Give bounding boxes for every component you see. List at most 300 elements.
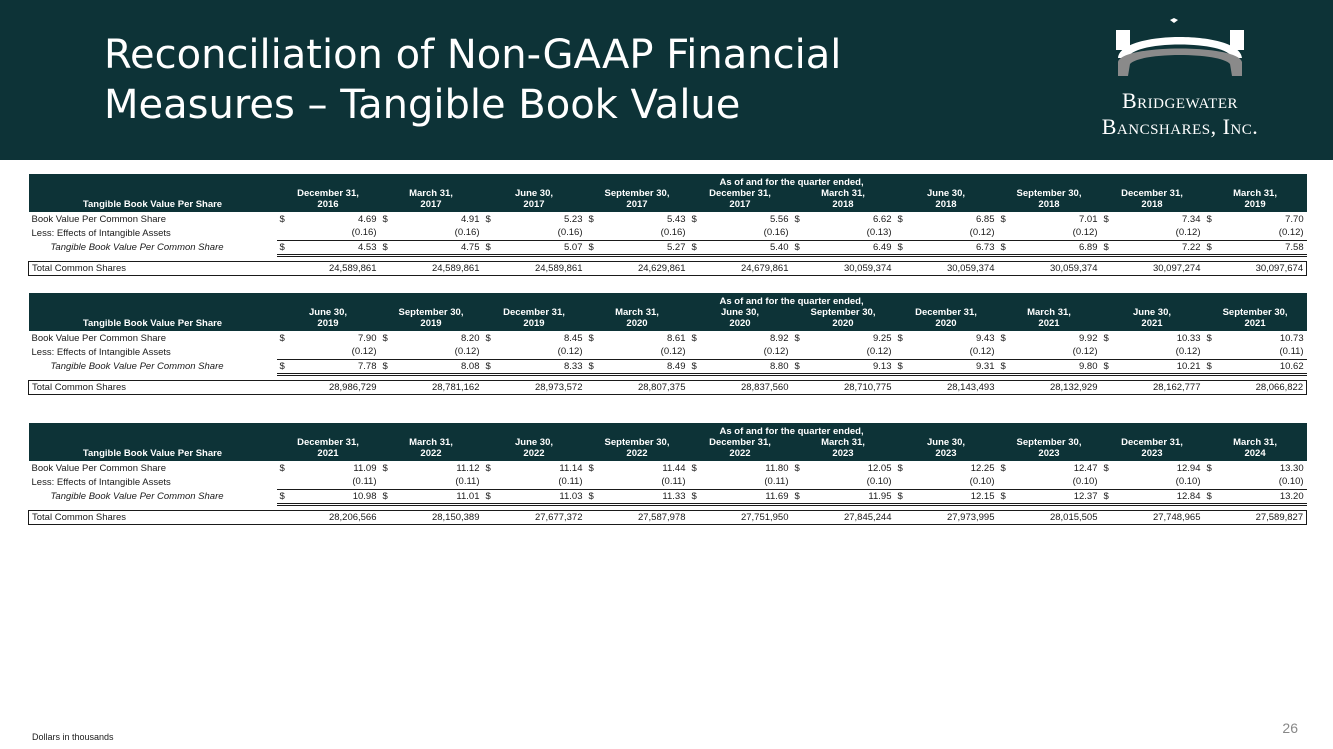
currency-symbol: $ (689, 240, 709, 255)
value-cell: (0.12) (915, 345, 998, 359)
value-cell: 11.09 (353, 462, 377, 474)
period-year: 2019 (317, 318, 339, 329)
value-cell: 5.43 (667, 213, 686, 225)
value-cell: (0.12) (503, 345, 586, 359)
period-month: December 31, (709, 188, 771, 199)
logo-line-1: Bridgewater (1122, 88, 1238, 113)
period-header (483, 437, 586, 461)
period-year: 2018 (832, 199, 854, 210)
currency-symbol: $ (1000, 213, 1006, 225)
value-cell: 6.73 (915, 240, 998, 255)
currency-symbol: $ (691, 213, 697, 225)
currency-symbol: $ (586, 359, 606, 374)
period-month: December 31, (1121, 437, 1183, 448)
currency-symbol (586, 226, 606, 240)
currency-symbol: $ (483, 240, 503, 255)
currency-symbol: $ (277, 489, 297, 504)
shares-cell: 27,589,827 (1204, 510, 1307, 524)
currency-symbol: $ (895, 489, 915, 504)
value-cell: (0.12) (1018, 226, 1101, 240)
currency-symbol: $ (380, 489, 400, 504)
label-header: Tangible Book Value Per Share (29, 307, 277, 331)
currency-symbol: $ (1103, 332, 1109, 344)
value-cell: 8.92 (770, 332, 789, 344)
shares-cell: 28,143,493 (895, 380, 998, 394)
period-header (689, 188, 792, 212)
period-header (380, 188, 483, 212)
row-label: Less: Effects of Intangible Assets (31, 346, 171, 358)
value-cell: 12.05 (867, 462, 892, 474)
label-header: Tangible Book Value Per Share (29, 188, 277, 212)
currency-symbol (1204, 226, 1224, 240)
value-cell: 5.40 (709, 240, 792, 255)
value-cell: (0.12) (400, 345, 483, 359)
period-month: September 30, (1016, 188, 1082, 199)
tbv-table (28, 174, 1307, 276)
slide-title (104, 30, 1004, 130)
shares-cell: 28,015,505 (998, 510, 1101, 524)
period-year: 2020 (832, 318, 854, 329)
period-header (380, 437, 483, 461)
value-cell: (0.11) (400, 475, 483, 489)
shares-cell: 28,807,375 (586, 380, 689, 394)
shares-cell: 28,066,822 (1204, 380, 1307, 394)
shares-cell: 24,589,861 (277, 261, 380, 275)
period-header (1101, 437, 1204, 461)
group-header: As of and for the quarter ended, (277, 174, 1307, 188)
value-cell: (0.12) (1121, 345, 1204, 359)
value-cell: (0.10) (1224, 475, 1307, 489)
value-cell: (0.12) (606, 345, 689, 359)
currency-symbol: $ (1206, 462, 1212, 474)
period-header (277, 307, 380, 331)
value-cell: (0.12) (915, 226, 998, 240)
value-cell: (0.12) (1018, 345, 1101, 359)
value-cell: (0.12) (1224, 226, 1307, 240)
currency-symbol: $ (895, 240, 915, 255)
currency-symbol: $ (277, 240, 297, 255)
currency-symbol: $ (1206, 213, 1212, 225)
currency-symbol (895, 226, 915, 240)
period-year: 2018 (1038, 199, 1060, 210)
period-year: 2023 (1038, 448, 1060, 459)
value-cell: (0.10) (1018, 475, 1101, 489)
currency-symbol: $ (1204, 359, 1224, 374)
shares-cell: 27,845,244 (792, 510, 895, 524)
period-year: 2021 (317, 448, 339, 459)
period-year: 2018 (1141, 199, 1163, 210)
tangible-book-value-row (29, 489, 1307, 504)
currency-symbol: $ (998, 489, 1018, 504)
intangible-assets-row (29, 475, 1307, 489)
footnote: Dollars in thousands (32, 732, 114, 742)
currency-symbol (1204, 345, 1224, 359)
currency-symbol: $ (279, 462, 285, 474)
currency-symbol (998, 345, 1018, 359)
row-label: Book Value Per Common Share (31, 462, 166, 474)
value-cell: 5.23 (564, 213, 583, 225)
shares-cell: 28,132,929 (998, 380, 1101, 394)
period-year: 2024 (1244, 448, 1266, 459)
value-cell: 9.13 (812, 359, 895, 374)
shares-cell: 27,748,965 (1101, 510, 1204, 524)
currency-symbol: $ (998, 359, 1018, 374)
currency-symbol: $ (586, 489, 606, 504)
tangible-book-value-row (29, 359, 1307, 374)
period-header (895, 307, 998, 331)
period-month: June 30, (1132, 307, 1172, 318)
period-header (1101, 188, 1204, 212)
currency-symbol (998, 475, 1018, 489)
shares-cell: 30,059,374 (792, 261, 895, 275)
currency-symbol: $ (1103, 462, 1109, 474)
currency-symbol: $ (897, 213, 903, 225)
value-cell: 8.61 (667, 332, 686, 344)
period-year: 2021 (1141, 318, 1163, 329)
period-year: 2023 (1141, 448, 1163, 459)
currency-symbol: $ (382, 213, 388, 225)
total-common-shares-row (29, 510, 1307, 524)
value-cell: 12.37 (1018, 489, 1101, 504)
value-cell: (0.11) (709, 475, 792, 489)
period-header (792, 188, 895, 212)
value-cell: 7.22 (1121, 240, 1204, 255)
period-year: 2019 (1244, 199, 1266, 210)
period-year: 2022 (626, 448, 648, 459)
logo-line-2: Bancshares, Inc. (1101, 114, 1259, 139)
currency-symbol: $ (1204, 489, 1224, 504)
currency-symbol: $ (792, 359, 812, 374)
period-year: 2023 (832, 448, 854, 459)
value-cell: 13.20 (1224, 489, 1307, 504)
period-header (998, 188, 1101, 212)
period-month: June 30, (308, 307, 348, 318)
shares-cell: 28,206,566 (277, 510, 380, 524)
period-year: 2017 (420, 199, 442, 210)
value-cell: 7.34 (1182, 213, 1201, 225)
shares-cell: 27,587,978 (586, 510, 689, 524)
value-cell: 11.44 (662, 462, 686, 474)
bridgewater-arch-icon (1110, 18, 1250, 82)
period-year: 2022 (523, 448, 545, 459)
currency-symbol: $ (1000, 332, 1006, 344)
currency-symbol (483, 475, 503, 489)
currency-symbol: $ (380, 240, 400, 255)
period-header (1204, 188, 1307, 212)
value-cell: 11.14 (559, 462, 583, 474)
total-common-shares-row (29, 380, 1307, 394)
period-header (998, 307, 1101, 331)
book-value-row (29, 212, 1307, 226)
shares-cell: 30,097,674 (1204, 261, 1307, 275)
value-cell: 6.62 (873, 213, 892, 225)
row-label: Tangible Book Value Per Common Share (50, 242, 224, 253)
period-year: 2020 (935, 318, 957, 329)
period-header (586, 307, 689, 331)
currency-symbol (998, 226, 1018, 240)
value-cell: 5.27 (606, 240, 689, 255)
shares-cell: 27,751,950 (689, 510, 792, 524)
value-cell: 11.03 (503, 489, 586, 504)
value-cell: (0.12) (812, 345, 895, 359)
value-cell: (0.12) (1121, 226, 1204, 240)
currency-symbol: $ (895, 359, 915, 374)
currency-symbol (380, 345, 400, 359)
period-header (380, 307, 483, 331)
value-cell: 10.21 (1121, 359, 1204, 374)
tbv-table (28, 293, 1307, 395)
intangible-assets-row (29, 226, 1307, 240)
currency-symbol (689, 475, 709, 489)
row-label: Total Common Shares (29, 380, 277, 394)
value-cell: 10.73 (1279, 332, 1304, 344)
value-cell: 9.80 (1018, 359, 1101, 374)
period-header (1204, 307, 1307, 331)
currency-symbol: $ (485, 462, 491, 474)
value-cell: (0.11) (503, 475, 586, 489)
currency-symbol: $ (691, 462, 697, 474)
value-cell: 7.01 (1079, 213, 1098, 225)
logo-wordmark (1070, 88, 1290, 140)
period-month: September 30, (1222, 307, 1288, 318)
currency-symbol: $ (1101, 359, 1121, 374)
period-month: March 31, (615, 307, 659, 318)
row-label: Tangible Book Value Per Common Share (50, 491, 224, 502)
shares-cell: 27,973,995 (895, 510, 998, 524)
value-cell: 4.75 (400, 240, 483, 255)
value-cell: 7.70 (1285, 213, 1304, 225)
intangible-assets-row (29, 345, 1307, 359)
period-year: 2017 (729, 199, 751, 210)
period-month: September 30, (810, 307, 876, 318)
currency-symbol: $ (794, 213, 800, 225)
value-cell: (0.10) (1121, 475, 1204, 489)
currency-symbol: $ (382, 462, 388, 474)
period-year: 2019 (420, 318, 442, 329)
period-month: March 31, (1233, 188, 1277, 199)
period-month: June 30, (926, 437, 966, 448)
period-header (895, 188, 998, 212)
shares-cell: 30,097,274 (1101, 261, 1204, 275)
period-header (277, 437, 380, 461)
currency-symbol: $ (794, 462, 800, 474)
currency-symbol: $ (794, 332, 800, 344)
currency-symbol (792, 475, 812, 489)
currency-symbol (380, 226, 400, 240)
currency-symbol: $ (1204, 240, 1224, 255)
period-header (792, 307, 895, 331)
shares-cell: 30,059,374 (895, 261, 998, 275)
value-cell: 8.49 (606, 359, 689, 374)
currency-symbol (1101, 475, 1121, 489)
shares-cell: 24,679,861 (689, 261, 792, 275)
period-year: 2022 (420, 448, 442, 459)
period-year: 2021 (1038, 318, 1060, 329)
currency-symbol: $ (588, 213, 594, 225)
period-year: 2017 (626, 199, 648, 210)
value-cell: (0.16) (606, 226, 689, 240)
currency-symbol (689, 345, 709, 359)
period-month: March 31, (821, 188, 865, 199)
currency-symbol: $ (485, 332, 491, 344)
tangible-book-value-row (29, 240, 1307, 255)
value-cell: 10.33 (1176, 332, 1201, 344)
value-cell: 10.62 (1224, 359, 1307, 374)
currency-symbol (792, 226, 812, 240)
value-cell: (0.12) (709, 345, 792, 359)
period-month: December 31, (709, 437, 771, 448)
period-month: September 30, (1016, 437, 1082, 448)
shares-cell: 28,986,729 (277, 380, 380, 394)
value-cell: 12.94 (1176, 462, 1201, 474)
currency-symbol: $ (588, 462, 594, 474)
period-month: June 30, (926, 188, 966, 199)
value-cell: 6.49 (812, 240, 895, 255)
period-month: September 30, (604, 437, 670, 448)
shares-cell: 30,059,374 (998, 261, 1101, 275)
value-cell: 6.85 (976, 213, 995, 225)
value-cell: 11.80 (765, 462, 789, 474)
period-month: June 30, (514, 437, 554, 448)
value-cell: 6.89 (1018, 240, 1101, 255)
period-header (483, 188, 586, 212)
currency-symbol: $ (689, 489, 709, 504)
currency-symbol: $ (279, 332, 285, 344)
slide-header (0, 0, 1333, 160)
title-line-1: Reconciliation of Non-GAAP Financial (104, 32, 842, 78)
value-cell: 4.69 (358, 213, 377, 225)
value-cell: 8.08 (400, 359, 483, 374)
period-year: 2021 (1244, 318, 1266, 329)
period-header (586, 437, 689, 461)
currency-symbol: $ (1206, 332, 1212, 344)
currency-symbol: $ (279, 213, 285, 225)
period-month: June 30, (514, 188, 554, 199)
shares-cell: 28,710,775 (792, 380, 895, 394)
value-cell: (0.10) (915, 475, 998, 489)
tbv-table (28, 423, 1307, 525)
period-header (689, 307, 792, 331)
row-label: Tangible Book Value Per Common Share (50, 361, 224, 372)
currency-symbol: $ (792, 489, 812, 504)
period-month: December 31, (503, 307, 565, 318)
title-line-2: Measures – Tangible Book Value (104, 82, 741, 128)
currency-symbol: $ (1101, 489, 1121, 504)
currency-symbol: $ (691, 332, 697, 344)
period-month: September 30, (604, 188, 670, 199)
currency-symbol (1101, 345, 1121, 359)
value-cell: (0.16) (503, 226, 586, 240)
period-header (1204, 437, 1307, 461)
currency-symbol: $ (382, 332, 388, 344)
currency-symbol (380, 475, 400, 489)
currency-symbol: $ (689, 359, 709, 374)
period-year: 2016 (317, 199, 339, 210)
currency-symbol: $ (588, 332, 594, 344)
book-value-row (29, 461, 1307, 475)
period-year: 2019 (523, 318, 545, 329)
row-label: Book Value Per Common Share (31, 332, 166, 344)
currency-symbol: $ (485, 213, 491, 225)
label-header: Tangible Book Value Per Share (29, 437, 277, 461)
currency-symbol (792, 345, 812, 359)
value-cell: (0.16) (709, 226, 792, 240)
value-cell: 8.45 (564, 332, 583, 344)
period-month: December 31, (297, 437, 359, 448)
period-header (689, 437, 792, 461)
row-label: Total Common Shares (29, 261, 277, 275)
shares-cell: 28,781,162 (380, 380, 483, 394)
currency-symbol (895, 475, 915, 489)
period-year: 2023 (935, 448, 957, 459)
shares-cell: 28,837,560 (689, 380, 792, 394)
period-month: March 31, (409, 188, 453, 199)
period-month: December 31, (915, 307, 977, 318)
currency-symbol (483, 226, 503, 240)
currency-symbol: $ (897, 462, 903, 474)
period-year: 2020 (729, 318, 751, 329)
value-cell: 12.15 (915, 489, 998, 504)
value-cell: (0.11) (1224, 345, 1307, 359)
period-month: December 31, (297, 188, 359, 199)
value-cell: 8.20 (461, 332, 480, 344)
currency-symbol: $ (586, 240, 606, 255)
value-cell: 11.01 (400, 489, 483, 504)
period-year: 2017 (523, 199, 545, 210)
shares-cell: 24,589,861 (380, 261, 483, 275)
period-month: June 30, (720, 307, 760, 318)
currency-symbol: $ (792, 240, 812, 255)
currency-symbol: $ (1000, 462, 1006, 474)
value-cell: 4.91 (461, 213, 480, 225)
value-cell: 7.58 (1224, 240, 1307, 255)
value-cell: 9.25 (873, 332, 892, 344)
value-cell: 11.95 (812, 489, 895, 504)
currency-symbol: $ (897, 332, 903, 344)
shares-cell: 24,589,861 (483, 261, 586, 275)
currency-symbol (483, 345, 503, 359)
shares-cell: 28,973,572 (483, 380, 586, 394)
value-cell: 7.78 (297, 359, 380, 374)
shares-cell: 28,162,777 (1101, 380, 1204, 394)
currency-symbol: $ (483, 489, 503, 504)
period-month: March 31, (1027, 307, 1071, 318)
shares-cell: 28,150,389 (380, 510, 483, 524)
value-cell: (0.11) (606, 475, 689, 489)
book-value-row (29, 331, 1307, 345)
row-label: Total Common Shares (29, 510, 277, 524)
period-year: 2022 (729, 448, 751, 459)
value-cell: 8.33 (503, 359, 586, 374)
period-month: December 31, (1121, 188, 1183, 199)
currency-symbol (895, 345, 915, 359)
currency-symbol (1204, 475, 1224, 489)
page-number: 26 (1282, 720, 1298, 736)
value-cell: (0.16) (297, 226, 380, 240)
period-header (277, 188, 380, 212)
value-cell: 5.07 (503, 240, 586, 255)
value-cell: 9.92 (1079, 332, 1098, 344)
value-cell: 7.90 (358, 332, 377, 344)
value-cell: 12.25 (970, 462, 995, 474)
currency-symbol (586, 475, 606, 489)
period-month: March 31, (409, 437, 453, 448)
row-label: Less: Effects of Intangible Assets (31, 476, 171, 488)
currency-symbol (586, 345, 606, 359)
value-cell: 13.30 (1279, 462, 1304, 474)
value-cell: (0.11) (297, 475, 380, 489)
period-header (586, 188, 689, 212)
